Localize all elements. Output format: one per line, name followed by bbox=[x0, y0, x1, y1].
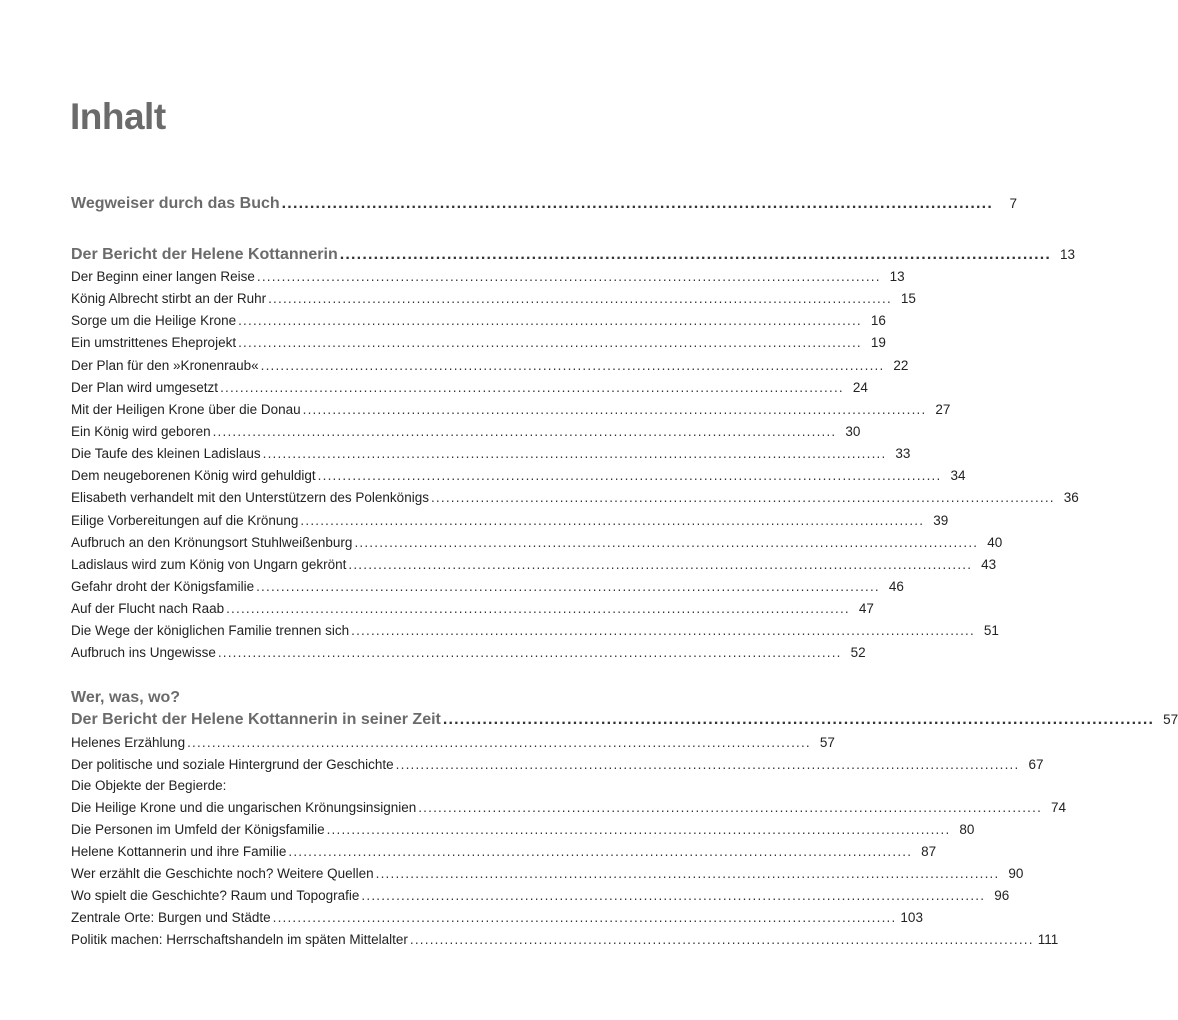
toc-title: Ein König wird geboren bbox=[71, 424, 211, 439]
toc-leader: .............................................................................................................................. bbox=[256, 269, 881, 284]
toc-page: 90 bbox=[1008, 866, 1024, 881]
toc-title: Helenes Erzählung bbox=[71, 735, 186, 750]
toc-page: 103 bbox=[900, 910, 923, 925]
toc-title: Politik machen: Herrschaftshandeln im späten Mittelalter bbox=[71, 932, 408, 947]
toc-title: Dem neugeborenen König wird gehuldigt bbox=[71, 468, 316, 483]
toc-entry[interactable] bbox=[71, 734, 835, 752]
toc-leader: .............................................................................................................................. bbox=[418, 800, 1043, 815]
toc-section[interactable] bbox=[71, 710, 1178, 730]
toc-entry[interactable] bbox=[71, 312, 886, 330]
toc-leader: .............................................................................................................................. bbox=[288, 844, 913, 859]
toc-leader: .............................................................................................................................. bbox=[409, 932, 1034, 947]
toc-page: 43 bbox=[981, 557, 997, 572]
toc-page: 34 bbox=[950, 468, 966, 483]
toc-leader: .............................................................................................................................. bbox=[268, 291, 892, 306]
toc-entry[interactable] bbox=[71, 644, 866, 662]
toc-title: Der politische und soziale Hintergrund der Geschichte bbox=[71, 757, 394, 772]
toc-title: Ein umstrittenes Eheprojekt bbox=[71, 335, 237, 350]
toc-leader: .............................................................................................................................. bbox=[442, 711, 1155, 728]
toc-entry[interactable] bbox=[71, 600, 874, 618]
toc-leader: .............................................................................................................................. bbox=[317, 468, 942, 483]
part-kicker: Wer, was, wo? bbox=[71, 689, 181, 706]
toc-section[interactable] bbox=[71, 245, 1076, 265]
toc-page: 30 bbox=[845, 424, 861, 439]
toc-entry[interactable] bbox=[71, 622, 999, 640]
toc-leader: .............................................................................................................................. bbox=[430, 490, 1055, 505]
toc-entry[interactable] bbox=[71, 512, 949, 530]
toc-title: Auf der Flucht nach Raab bbox=[71, 601, 225, 616]
toc-leader: .............................................................................................................................. bbox=[212, 424, 837, 439]
toc-leader: .............................................................................................................................. bbox=[217, 645, 842, 660]
toc-page: 13 bbox=[889, 269, 905, 284]
toc-leader: .............................................................................................................................. bbox=[262, 446, 887, 461]
toc-page: 74 bbox=[1051, 800, 1067, 815]
toc-leader: .............................................................................................................................. bbox=[302, 402, 927, 417]
toc-group-label: Die Objekte der Begierde: bbox=[71, 778, 227, 793]
toc-page: 47 bbox=[858, 601, 874, 616]
toc-page: 96 bbox=[994, 888, 1010, 903]
toc-page: 27 bbox=[935, 402, 951, 417]
toc-page: 67 bbox=[1028, 757, 1044, 772]
toc-leader: .............................................................................................................................. bbox=[300, 513, 925, 528]
toc-title: Gefahr droht der Königsfamilie bbox=[71, 579, 255, 594]
toc-title: Der Plan wird umgesetzt bbox=[71, 380, 219, 395]
toc-title: Der Bericht der Helene Kottannerin in seiner Zeit bbox=[71, 711, 441, 728]
toc-leader: .............................................................................................................................. bbox=[326, 822, 951, 837]
toc-title: Die Heilige Krone und die ungarischen Krönungsinsignien bbox=[71, 800, 417, 815]
toc-page: 16 bbox=[870, 313, 886, 328]
toc-title: Die Wege der königlichen Familie trennen sich bbox=[71, 623, 350, 638]
toc-section[interactable] bbox=[71, 194, 1017, 214]
toc-page: 80 bbox=[959, 822, 975, 837]
toc-leader: .............................................................................................................................. bbox=[281, 195, 993, 212]
toc-entry[interactable] bbox=[71, 909, 923, 927]
toc-title: Helene Kottannerin und ihre Familie bbox=[71, 844, 287, 859]
toc-leader: .............................................................................................................................. bbox=[260, 358, 885, 373]
toc-title: König Albrecht stirbt an der Ruhr bbox=[71, 291, 267, 306]
toc-page: 24 bbox=[852, 380, 868, 395]
toc-leader: .............................................................................................................................. bbox=[339, 246, 1052, 263]
toc-entry[interactable] bbox=[71, 931, 1059, 949]
toc-entry[interactable] bbox=[71, 445, 911, 463]
toc-leader: .............................................................................................................................. bbox=[348, 557, 973, 572]
toc-entry[interactable] bbox=[71, 756, 1044, 774]
toc-page: 15 bbox=[900, 291, 916, 306]
toc-entry[interactable] bbox=[71, 843, 937, 861]
toc-entry[interactable] bbox=[71, 799, 1067, 817]
toc-leader: .............................................................................................................................. bbox=[375, 866, 1000, 881]
toc-title: Ladislaus wird zum König von Ungarn gekrönt bbox=[71, 557, 347, 572]
toc-page: 52 bbox=[850, 645, 866, 660]
toc-entry[interactable] bbox=[71, 401, 951, 419]
toc-leader: .............................................................................................................................. bbox=[361, 888, 986, 903]
toc-entry[interactable] bbox=[71, 290, 916, 308]
toc-leader: .............................................................................................................................. bbox=[354, 535, 979, 550]
toc-page: 22 bbox=[893, 358, 909, 373]
toc-title: Eilige Vorbereitungen auf die Krönung bbox=[71, 513, 299, 528]
toc-entry[interactable] bbox=[71, 821, 975, 839]
toc-page: 36 bbox=[1063, 490, 1079, 505]
toc-page: 33 bbox=[895, 446, 911, 461]
toc-title: Elisabeth verhandelt mit den Unterstützern des Polenkönigs bbox=[71, 490, 429, 505]
toc-title: Wer erzählt die Geschichte noch? Weitere Quellen bbox=[71, 866, 374, 881]
toc-title: Die Personen im Umfeld der Königsfamilie bbox=[71, 822, 325, 837]
toc-entry[interactable] bbox=[71, 334, 886, 352]
toc-title: Der Plan für den »Kronenraub« bbox=[71, 358, 259, 373]
toc-title: Mit der Heiligen Krone über die Donau bbox=[71, 402, 301, 417]
toc-entry[interactable] bbox=[71, 357, 909, 375]
toc-page: 13 bbox=[1060, 247, 1076, 262]
toc-entry[interactable] bbox=[71, 578, 904, 596]
toc-entry[interactable] bbox=[71, 887, 1010, 905]
toc-title: Aufbruch an den Krönungsort Stuhlweißenburg bbox=[71, 535, 353, 550]
toc-page: 111 bbox=[1037, 932, 1059, 947]
toc-entry[interactable] bbox=[71, 467, 966, 485]
toc-title: Sorge um die Heilige Krone bbox=[71, 313, 237, 328]
toc-page: 39 bbox=[933, 513, 949, 528]
toc-page: 19 bbox=[870, 335, 886, 350]
toc-leader: .............................................................................................................................. bbox=[256, 579, 880, 594]
toc-title: Die Taufe des kleinen Ladislaus bbox=[71, 446, 261, 461]
toc-title: Der Beginn einer langen Reise bbox=[71, 269, 255, 284]
toc-entry[interactable] bbox=[71, 556, 997, 574]
toc-entry[interactable] bbox=[71, 379, 868, 397]
toc-title: Wegweiser durch das Buch bbox=[71, 195, 280, 212]
toc-leader: .............................................................................................................................. bbox=[220, 380, 844, 395]
toc-title: Zentrale Orte: Burgen und Städte bbox=[71, 910, 271, 925]
toc-entry[interactable] bbox=[71, 268, 905, 286]
toc-entry[interactable] bbox=[71, 489, 1079, 507]
toc-leader: .............................................................................................................................. bbox=[272, 910, 897, 925]
page-title: Inhalt bbox=[70, 96, 166, 137]
toc-entry[interactable] bbox=[71, 534, 1003, 552]
toc-entry[interactable] bbox=[71, 423, 861, 441]
toc-page: 51 bbox=[983, 623, 999, 638]
toc-leader: .............................................................................................................................. bbox=[351, 623, 975, 638]
toc-leader: .............................................................................................................................. bbox=[238, 313, 862, 328]
toc-page: 46 bbox=[888, 579, 904, 594]
toc-page: 57 bbox=[1163, 712, 1178, 727]
toc-entry[interactable] bbox=[71, 865, 1024, 883]
toc-title: Wo spielt die Geschichte? Raum und Topografie bbox=[71, 888, 360, 903]
toc-leader: .............................................................................................................................. bbox=[238, 335, 862, 350]
toc-title: Der Bericht der Helene Kottannerin bbox=[71, 246, 338, 263]
toc-leader: .............................................................................................................................. bbox=[395, 757, 1020, 772]
toc-leader: .............................................................................................................................. bbox=[226, 601, 850, 616]
toc-page: 57 bbox=[819, 735, 835, 750]
toc-leader: .............................................................................................................................. bbox=[187, 735, 811, 750]
toc-page: 40 bbox=[987, 535, 1003, 550]
toc-page: 87 bbox=[921, 844, 937, 859]
toc-title: Aufbruch ins Ungewisse bbox=[71, 645, 216, 660]
toc-page: 7 bbox=[1009, 196, 1017, 211]
